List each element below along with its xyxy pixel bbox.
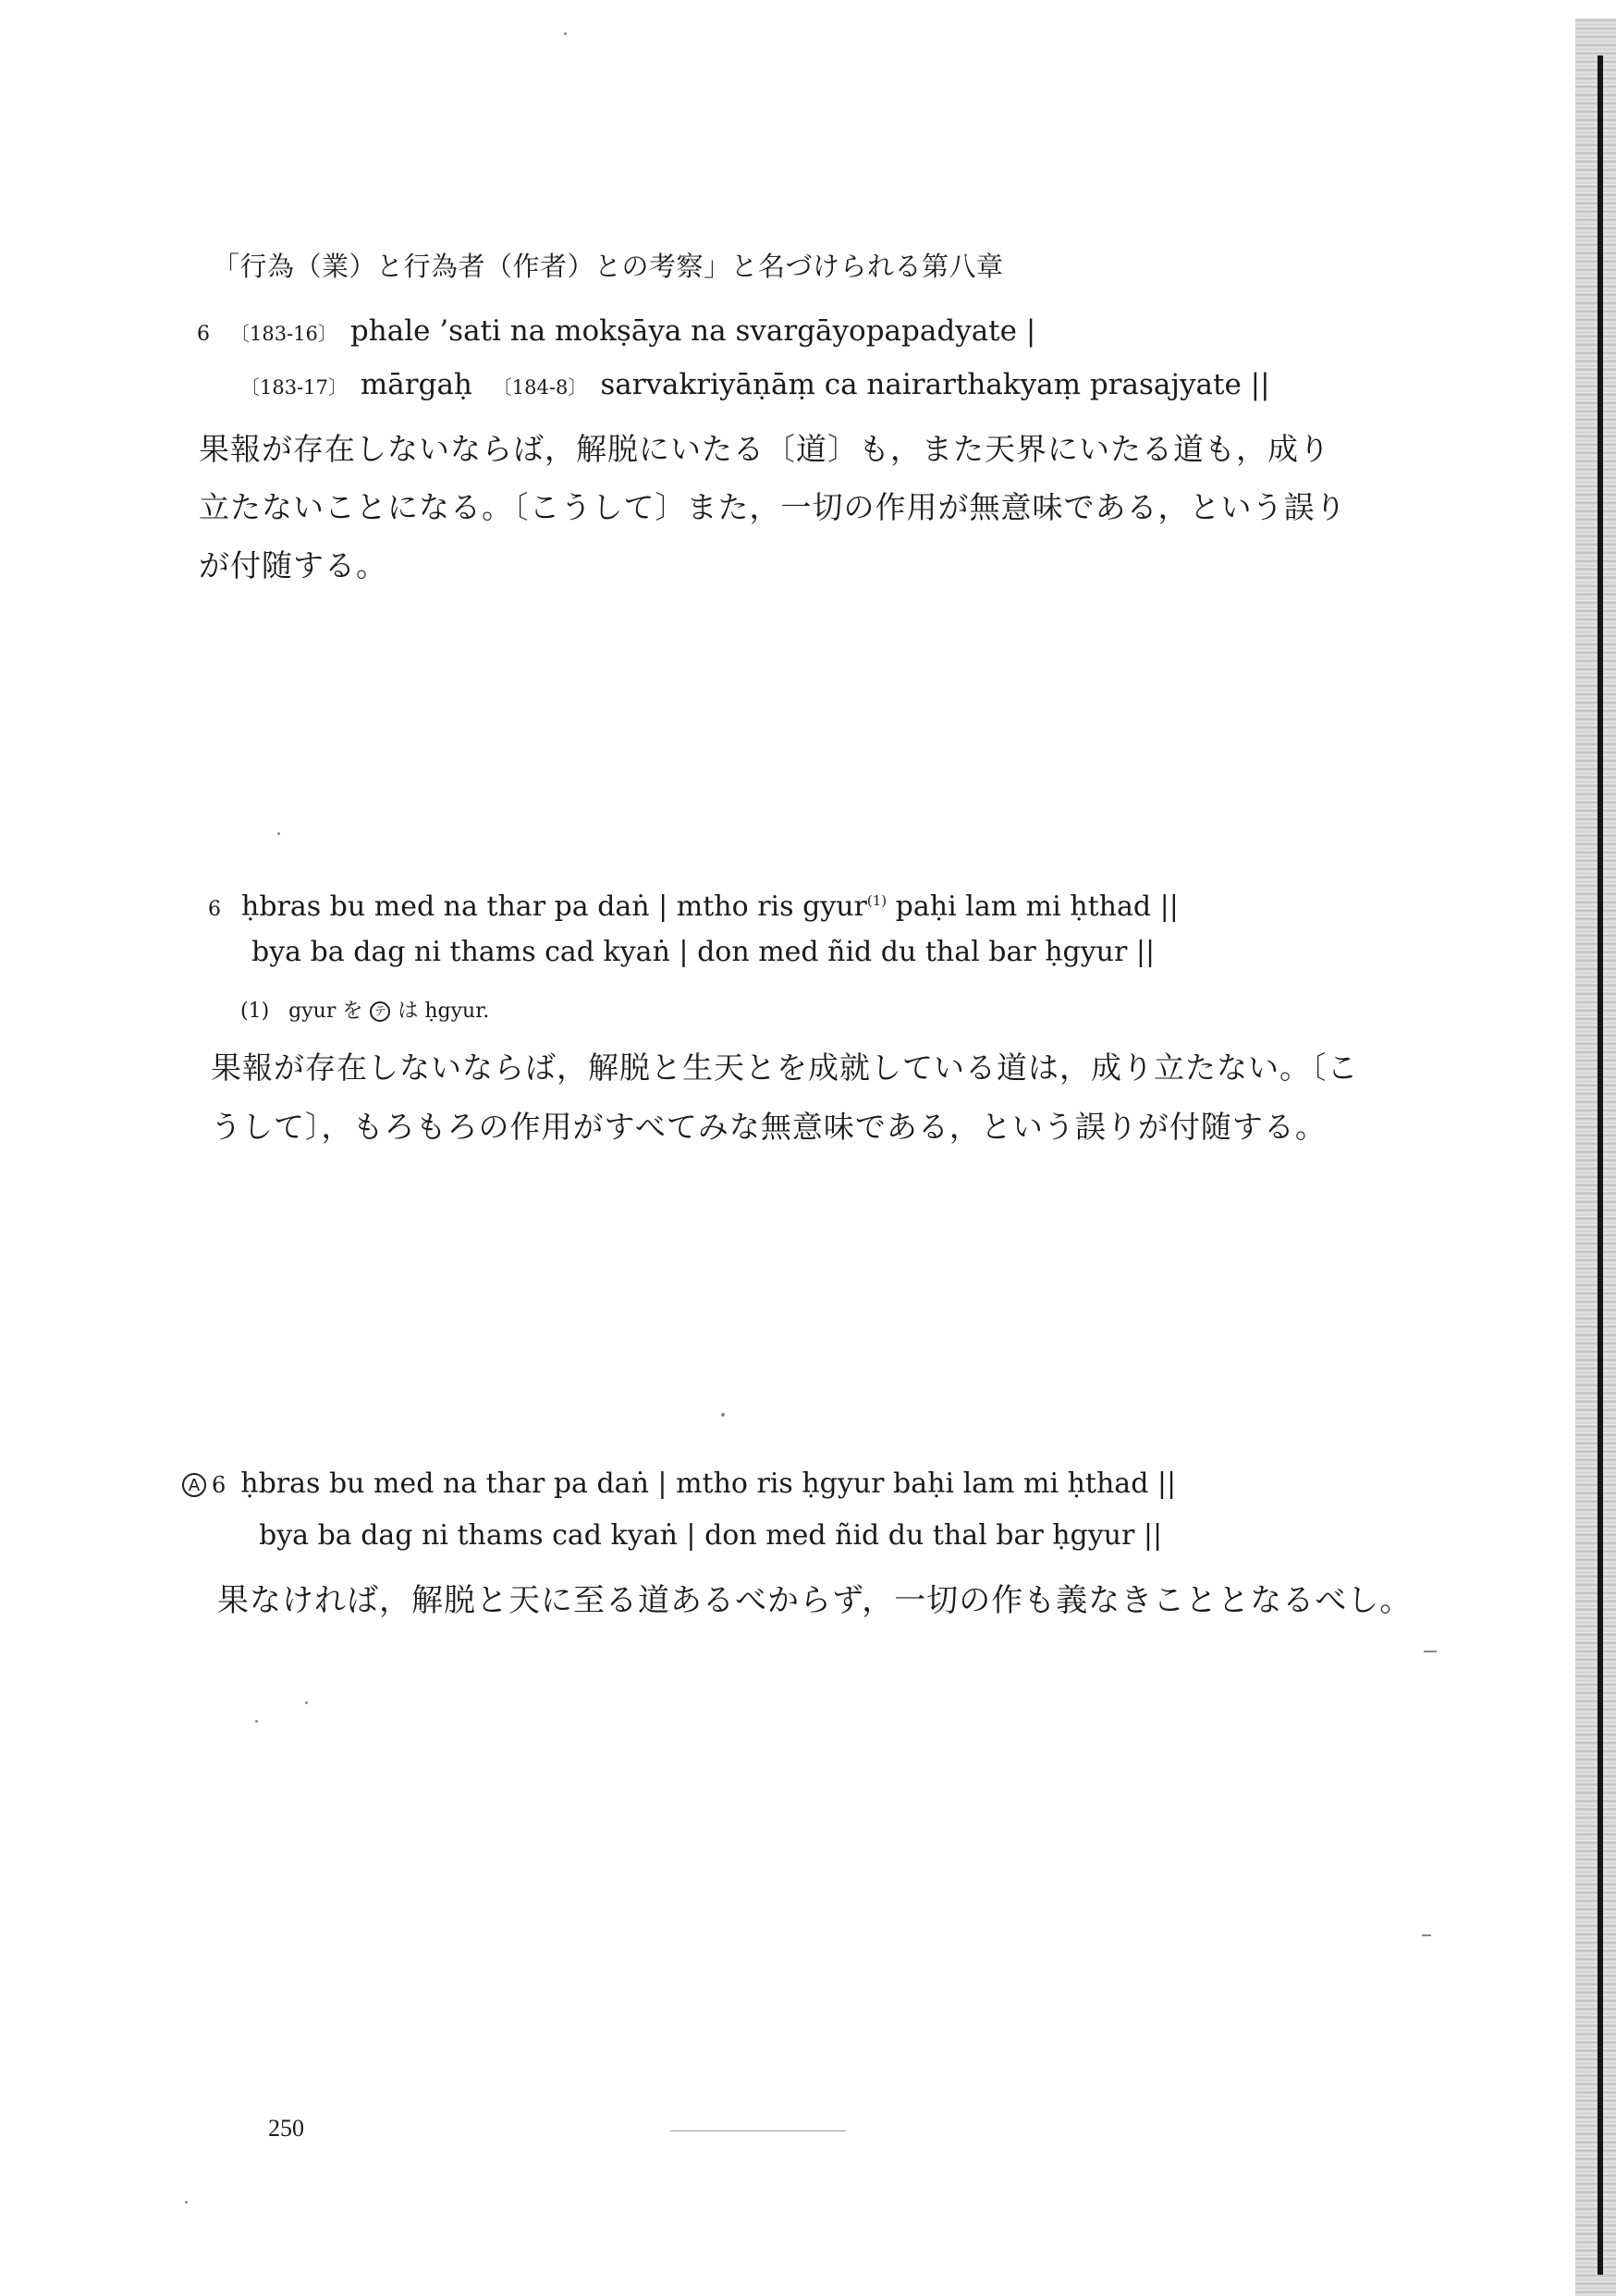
scan-speck [670,2130,846,2131]
footnote-text: gyur を [288,1000,363,1023]
scan-speck [255,1720,258,1723]
tibetan-verse-line-2: bya ba dag ni thams cad kyaṅ | don med ñid du thal bar ḥgyur || [251,936,1156,968]
scan-speck [277,832,280,835]
reference-tag: 〔183-16〕 [230,323,337,345]
binding-shadow-line [1598,55,1603,2275]
tibetan-text: ḥbras bu med na thar pa daṅ | mtho ris gyur [241,890,867,923]
scan-speck [1422,1934,1431,1936]
scan-speck [564,32,567,35]
tibetan-translation-line-1: 果報が存在しないならば，解脱と生天とを成就している道は，成り立たない。〔こ [211,1050,1359,1086]
scan-speck [305,1701,308,1704]
sanskrit-text: phale ’sati na mokṣāya na svargāyopapadyate | [349,314,1036,348]
footnote-text: は ḥgyur. [398,1000,490,1023]
footnote-marker: (1) [866,892,888,909]
tibetan-translation-line-2: うして〕，もろもろの作用がすべてみな無意味である，という誤りが付随する。 [211,1109,1327,1145]
tibetan-text: paḥi lam mi ḥthad || [887,890,1179,923]
reference-tag: 〔184-8〕 [492,376,588,399]
sanskrit-verse-line-1 [197,313,1035,353]
variant-translation: 果なければ，解脱と天に至る道あるべからず，一切の作も義なきこととなるべし。 [217,1582,1413,1619]
page-number: 250 [268,2115,304,2142]
circled-source-mark: テ [370,1001,390,1022]
variant-text: ḥbras bu med na thar pa daṅ | mtho ris ḥgyur baḥi lam mi ḥthad || [240,1467,1177,1500]
scan-speck [1424,1651,1437,1652]
scan-speck [185,2201,188,2204]
verse-number: 6 [197,323,210,346]
binding-edge [1575,18,1616,2296]
sanskrit-word: mārgaḥ [360,368,472,401]
variant-verse-line-1 [182,1466,1176,1504]
verse-number: 6 [212,1472,226,1498]
tibetan-verse-line-1 [208,882,1179,928]
reference-tag: 〔183-17〕 [240,376,348,399]
variant-verse-line-2: bya ba dag ni thams cad kyaṅ | don med ñid du thal bar ḥgyur || [259,1519,1163,1552]
verse-number: 6 [208,898,221,921]
scan-speck [721,1413,725,1417]
chapter-heading: 「行為（業）と行為者（作者）との考察」と名づけられる第八章 [213,251,1004,282]
sanskrit-translation-line-2: 立たないことになる。〔こうして〕また，一切の作用が無意味である，という誤り [199,489,1347,525]
sanskrit-translation-line-3: が付随する。 [199,547,387,583]
sanskrit-text: sarvakriyāṇāṃ ca nairarthakyaṃ prasajyate || [600,368,1270,401]
sanskrit-verse-line-2 [240,366,1270,406]
footnote-label: (1) [240,1000,270,1023]
sanskrit-translation-line-1: 果報が存在しないならば，解脱にいたる〔道〕も，また天界にいたる道も，成り [199,431,1330,467]
circled-a-mark: A [182,1473,206,1497]
tibetan-footnote [240,993,489,1030]
